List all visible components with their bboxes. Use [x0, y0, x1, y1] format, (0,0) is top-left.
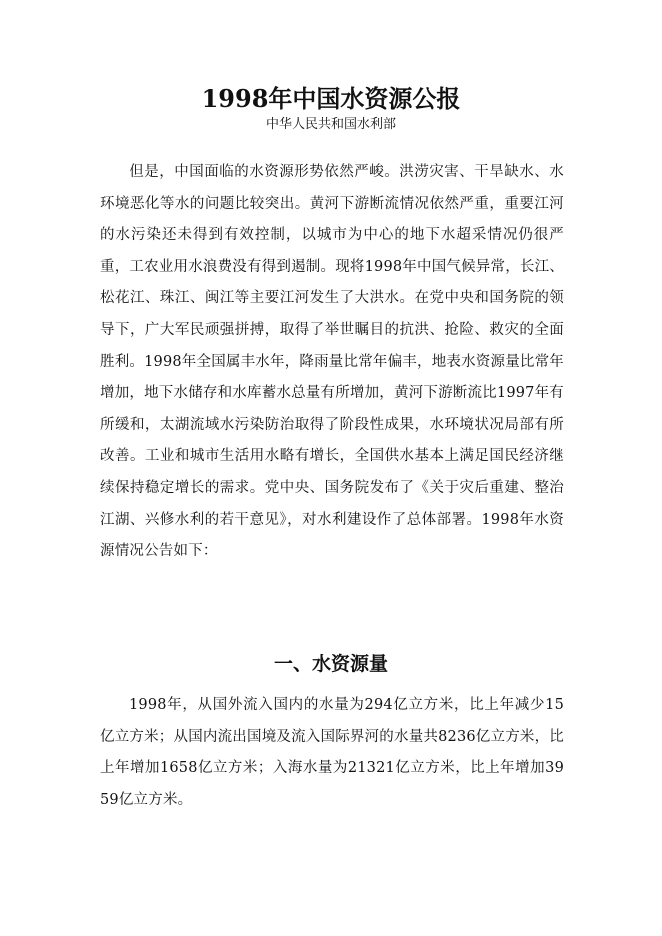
- section1-paragraph-text: 1998年，从国外流入国内的水量为294亿立方米，比上年减少15亿立方米；从国内流出国境及流入国际界河的水量共8236亿立方米，比上年增加1658亿立方米；入海水量为21321亿立方米，比上年增加3959亿立方米。: [100, 697, 564, 808]
- intro-paragraph-text: 但是，中国面临的水资源形势依然严峻。洪涝灾害、干旱缺水、水环境恶化等水的问题比较突出。黄河下游断流情况依然严重，重要江河的水污染还未得到有效控制，以城市为中心的地下水超采情况仍很严重，工农业用水浪费没有得到遏制。现将1998年中国气候异常，长江、松花江、珠江、闽江等主要江河发生了大洪水。在党中央和国务院的领导下，广大军民顽强拼搏，取得了举世瞩目的抗洪、抢险、救灾的全面胜利。1998年全国属丰水年，降雨量比常年偏丰，地表水资源量比常年增加，地下水储存和水库蓄水总量有所增加，黄河下游断流比1997年有所缓和，太湖流域水污染防治取得了阶段性成果，水环境状况局部有所改善。工业和城市生活用水略有增长，全国供水基本上满足国民经济继续保持稳定增长的需求。党中央、国务院发布了《关于灾后重建、整治江湖、兴修水利的若干意见》，对水利建设作了总体部署。1998年水资源情况公告如下：: [100, 164, 564, 560]
- section-heading-water-resources: 一、水资源量: [273, 653, 388, 675]
- section1-paragraph: [100, 690, 564, 816]
- document-subtitle: 中华人民共和国水利部: [265, 117, 396, 132]
- intro-paragraph: [100, 157, 564, 568]
- document-title: 1998年中国水资源公报: [201, 84, 461, 113]
